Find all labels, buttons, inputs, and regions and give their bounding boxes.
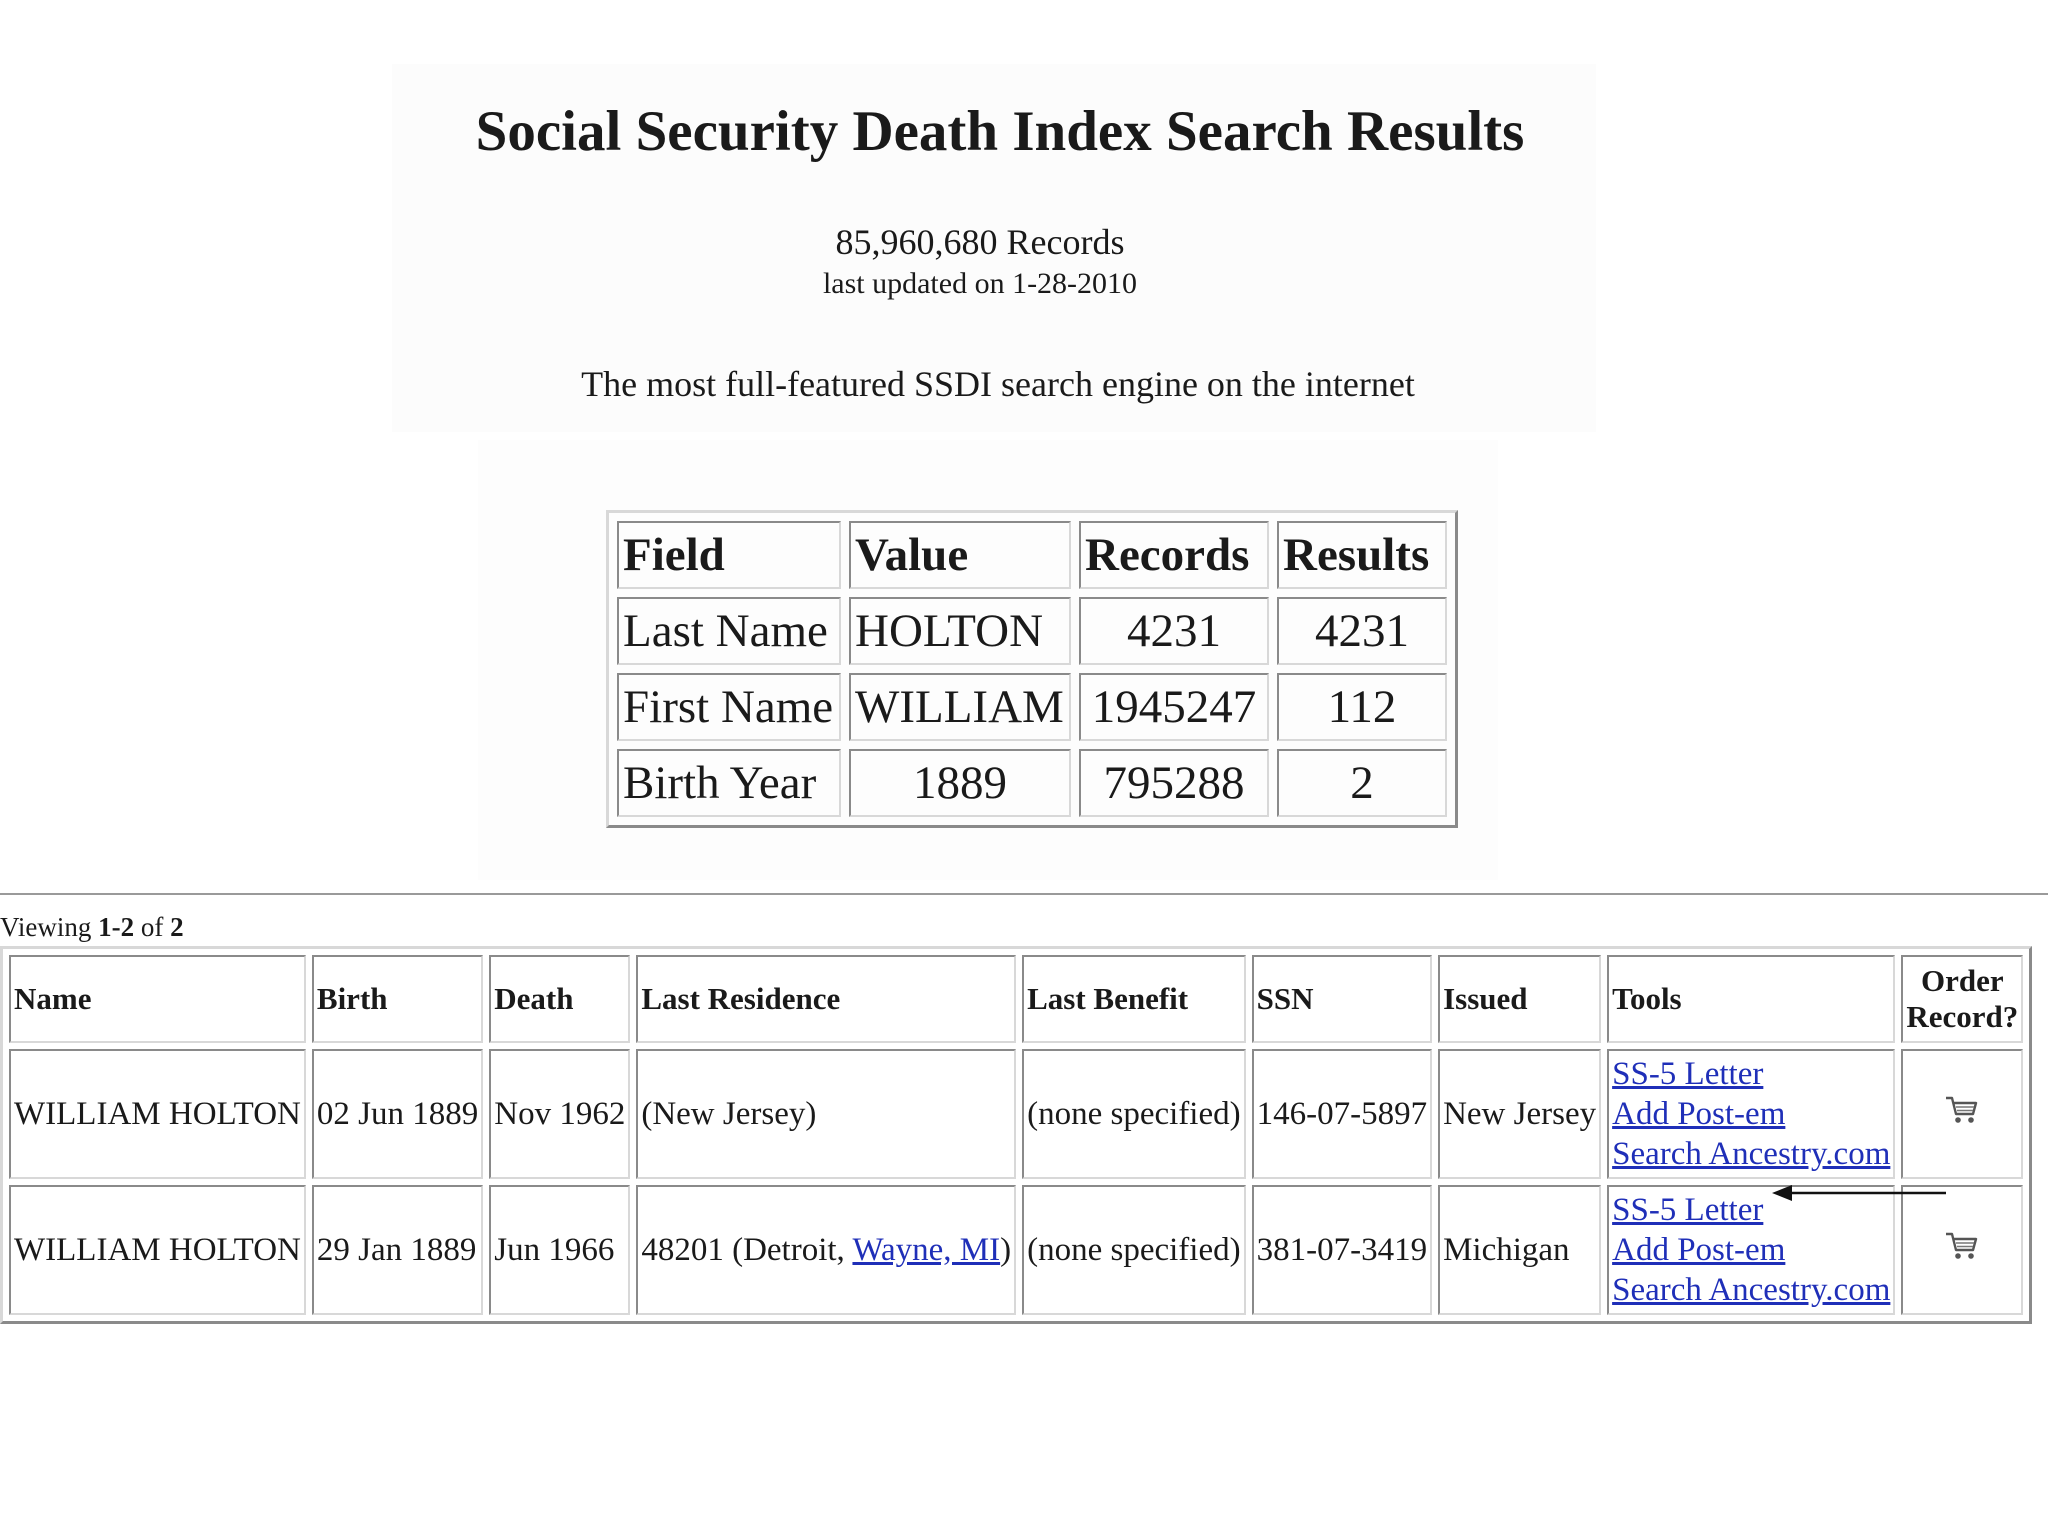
ss5-letter-link[interactable]: SS-5 Letter — [1612, 1056, 1764, 1092]
last-updated: last updated on 1-28-2010 — [822, 267, 1138, 300]
summary-field: Last Name — [617, 597, 841, 665]
cell-birth: 02 Jun 1889 — [312, 1049, 483, 1179]
summary-header-results: Results — [1277, 521, 1447, 589]
viewing-of: of — [134, 912, 171, 942]
summary-header-records: Records — [1079, 521, 1269, 589]
cell-name: WILLIAM HOLTON — [9, 1185, 306, 1315]
cell-ssn: 146-07-5897 — [1252, 1049, 1432, 1179]
summary-field: First Name — [617, 673, 841, 741]
horizontal-divider — [0, 893, 2048, 895]
summary-header-value: Value — [849, 521, 1071, 589]
shopping-cart-icon[interactable] — [1945, 1095, 1979, 1135]
cell-tools — [1607, 1185, 1895, 1315]
summary-header-row — [617, 521, 1447, 589]
summary-records: 1945247 — [1079, 673, 1269, 741]
cell-order-record — [1901, 1049, 2023, 1179]
summary-field: Birth Year — [617, 749, 841, 817]
summary-value: HOLTON — [849, 597, 1071, 665]
cell-death: Jun 1966 — [489, 1185, 630, 1315]
cell-last-residence — [636, 1185, 1016, 1315]
table-row — [9, 1185, 2023, 1315]
header-ssn: SSN — [1252, 955, 1432, 1043]
tagline: The most full-featured SSDI search engine on the internet — [581, 364, 1415, 404]
summary-value: WILLIAM — [849, 673, 1071, 741]
summary-results: 2 — [1277, 749, 1447, 817]
shopping-cart-icon[interactable] — [1945, 1231, 1979, 1271]
summary-row — [617, 597, 1447, 665]
header-name: Name — [9, 955, 306, 1043]
cell-tools — [1607, 1049, 1895, 1179]
header-last-benefit: Last Benefit — [1022, 955, 1246, 1043]
cell-issued: Michigan — [1438, 1185, 1601, 1315]
cell-last-residence: (New Jersey) — [636, 1049, 1016, 1179]
header-order-line2: Record? — [1906, 999, 2019, 1034]
summary-records: 795288 — [1079, 749, 1269, 817]
header-death: Death — [489, 955, 630, 1043]
cell-death: Nov 1962 — [489, 1049, 630, 1179]
add-post-em-link[interactable]: Add Post-em — [1612, 1096, 1786, 1132]
header-order-line1: Order — [1921, 963, 2004, 998]
header-issued: Issued — [1438, 955, 1601, 1043]
cell-name: WILLIAM HOLTON — [9, 1049, 306, 1179]
results-table — [0, 946, 2032, 1324]
summary-row — [617, 749, 1447, 817]
header-tools: Tools — [1607, 955, 1895, 1043]
records-count: 85,960,680 Records — [835, 222, 1125, 262]
residence-suffix: ) — [1000, 1232, 1012, 1268]
summary-row — [617, 673, 1447, 741]
header-birth: Birth — [312, 955, 483, 1043]
residence-county-link[interactable]: Wayne, MI — [852, 1232, 1001, 1268]
search-summary-table — [606, 510, 1458, 828]
cell-last-benefit: (none specified) — [1022, 1185, 1246, 1315]
viewing-prefix: Viewing — [0, 912, 99, 942]
viewing-count — [0, 910, 184, 944]
viewing-range: 1-2 — [98, 912, 135, 942]
left-arrow-icon — [1772, 1184, 1948, 1202]
cell-issued: New Jersey — [1438, 1049, 1601, 1179]
header-order-record — [1901, 955, 2023, 1043]
results-header-row — [9, 955, 2023, 1043]
search-ancestry-link[interactable]: Search Ancestry.com — [1612, 1136, 1891, 1172]
cell-order-record — [1901, 1185, 2023, 1315]
cell-last-benefit: (none specified) — [1022, 1049, 1246, 1179]
table-row — [9, 1049, 2023, 1179]
residence-prefix: 48201 (Detroit, — [641, 1232, 853, 1268]
header-last-residence: Last Residence — [636, 955, 1016, 1043]
ss5-letter-link[interactable]: SS-5 Letter — [1612, 1192, 1764, 1228]
cell-ssn: 381-07-3419 — [1252, 1185, 1432, 1315]
search-ancestry-link[interactable]: Search Ancestry.com — [1612, 1272, 1891, 1308]
summary-records: 4231 — [1079, 597, 1269, 665]
summary-header-field: Field — [617, 521, 841, 589]
page-title: Social Security Death Index Search Results — [475, 100, 1525, 163]
viewing-total: 2 — [170, 912, 184, 942]
summary-results: 4231 — [1277, 597, 1447, 665]
summary-results: 112 — [1277, 673, 1447, 741]
summary-value: 1889 — [849, 749, 1071, 817]
cell-birth: 29 Jan 1889 — [312, 1185, 483, 1315]
add-post-em-link[interactable]: Add Post-em — [1612, 1232, 1786, 1268]
